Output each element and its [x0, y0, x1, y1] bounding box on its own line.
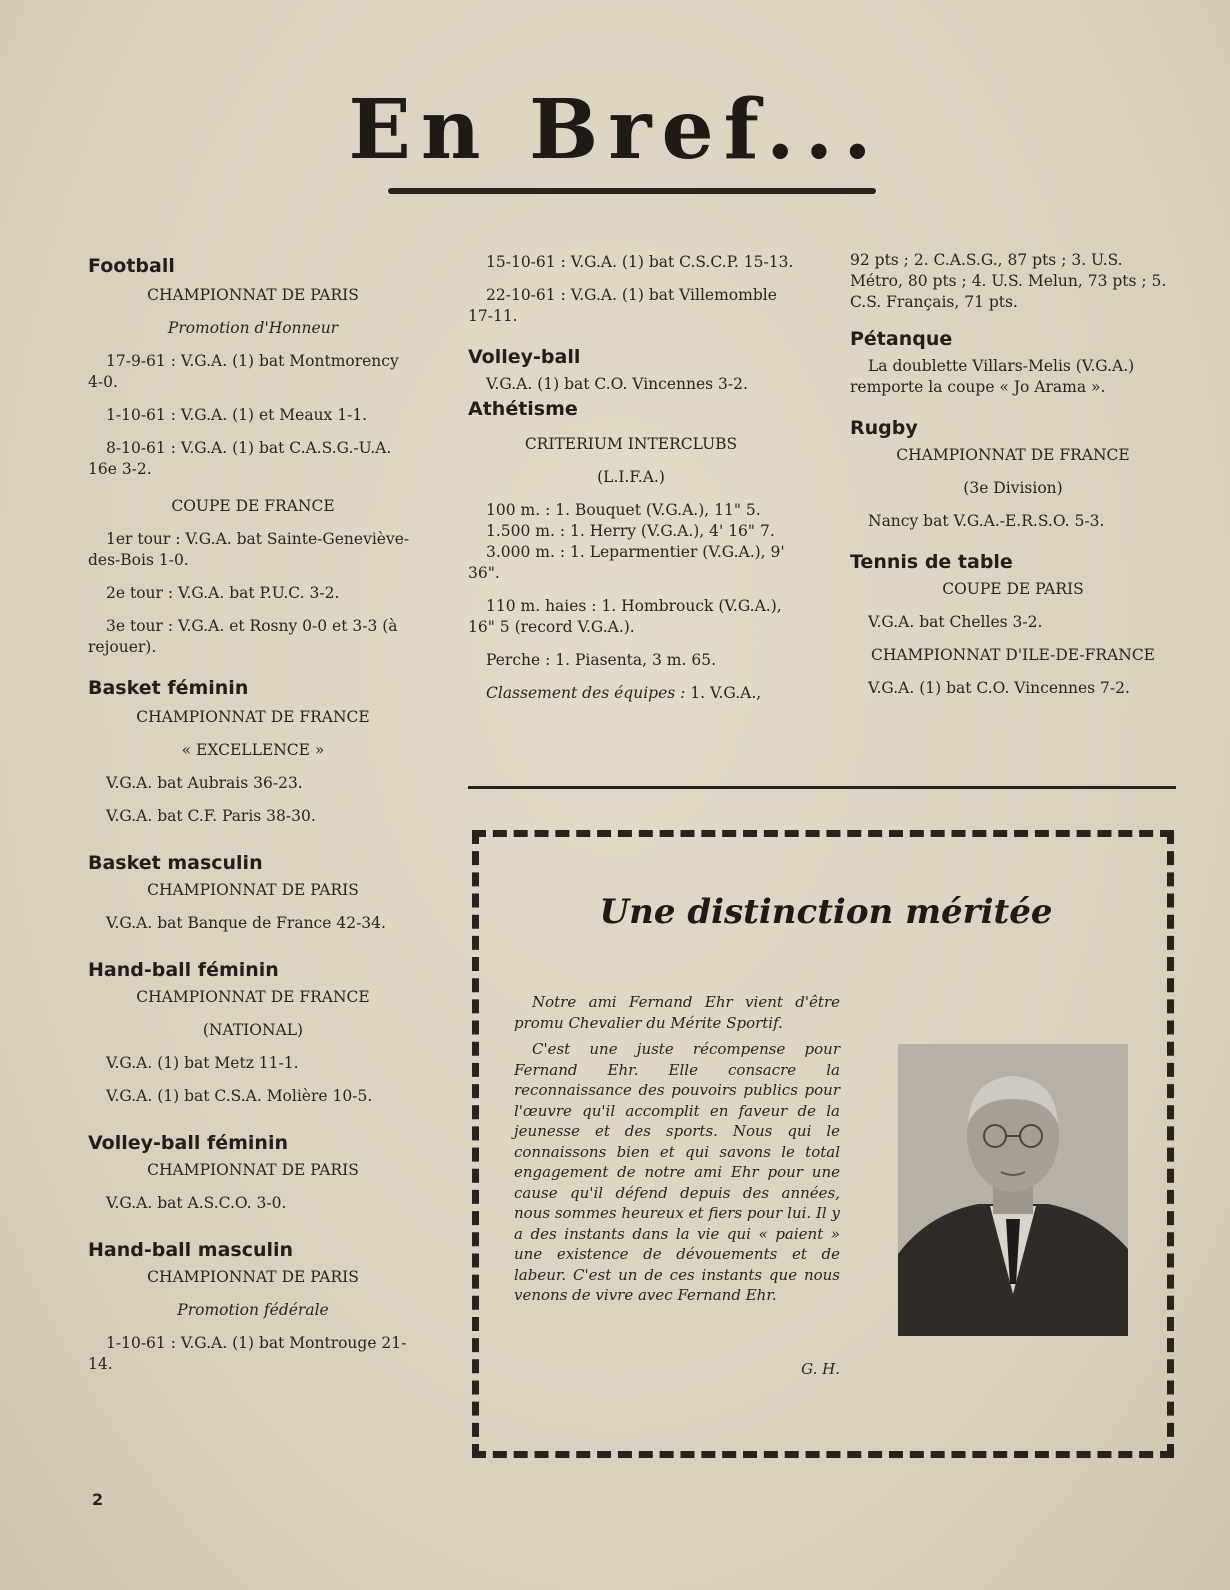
division-label: « EXCELLENCE »: [181, 741, 325, 759]
result-line: 17-9-61 : V.G.A. (1) bat Montmorency 4-0.: [88, 352, 399, 391]
ranking-label: Classement des équipes :: [486, 684, 686, 702]
competition-title: CHAMPIONNAT DE FRANCE: [136, 708, 370, 726]
portrait-photo: [898, 1044, 1128, 1336]
division-label: (L.I.F.A.): [597, 468, 665, 486]
result-line: 2e tour : V.G.A. bat P.U.C. 3-2.: [106, 584, 340, 602]
ranking-value: 1. V.G.A.,: [685, 684, 762, 702]
portrait-illustration: [898, 1044, 1128, 1336]
competition-title: COUPE DE PARIS: [942, 580, 1084, 598]
column-right: [850, 250, 1176, 699]
competition-title: CRITERIUM INTERCLUBS: [524, 435, 738, 453]
section-heading: Volley-ball féminin: [88, 1132, 288, 1154]
ranking-continued: 92 pts ; 2. C.A.S.G., 87 pts ; 3. U.S. Métro, 80 pts ; 4. U.S. Melun, 73 pts ; 5. C.S. Français, 71 pts.: [850, 251, 1167, 311]
result-line: 3e tour : V.G.A. et Rosny 0-0 et 3-3 (à rejouer).: [88, 617, 398, 656]
section-heading: Hand-ball féminin: [88, 959, 279, 981]
result-line: V.G.A. (1) bat Metz 11-1.: [106, 1054, 299, 1072]
article-body: [514, 992, 840, 1306]
article-paragraph: C'est une juste récompense pour Fernand Ehr. Elle consacre la reconnaissance des pouvoirs publics pour l'œuvre qu'il accomplit en faveur de la jeunesse et des sports. Nous qui le connaissons bien et qui savons le total engagement de notre ami Ehr pour une cause qu'il défend depuis des années, nous sommes heureux et fiers pour lui. Il y a des instants dans la vie qui « paient » une existence de dévouements et de labeur. C'est un de ces instants que nous venons de vivre avec Fernand Ehr.: [514, 1040, 840, 1304]
division-label: Promotion fédérale: [177, 1301, 329, 1319]
result-line: 8-10-61 : V.G.A. (1) bat C.A.S.G.-U.A. 16e 3-2.: [88, 439, 392, 478]
section-heading: Rugby: [850, 417, 918, 439]
result-line: V.G.A. bat Aubrais 36-23.: [106, 774, 303, 792]
division-label: (NATIONAL): [202, 1021, 304, 1039]
result-line: Perche : 1. Piasenta, 3 m. 65.: [486, 651, 716, 669]
result-line: 15-10-61 : V.G.A. (1) bat C.S.C.P. 15-13.: [486, 253, 794, 271]
section-heading: Athétisme: [468, 398, 578, 420]
section-heading: Pétanque: [850, 328, 953, 350]
result-line: 3.000 m. : 1. Leparmentier (V.G.A.), 9' 36".: [468, 543, 785, 582]
section-heading: Basket masculin: [88, 852, 263, 874]
result-line: 22-10-61 : V.G.A. (1) bat Villemomble 17-11.: [468, 286, 777, 325]
result-line: La doublette Villars-Melis (V.G.A.) remporte la coupe « Jo Arama ».: [850, 357, 1135, 396]
competition-title: CHAMPIONNAT DE PARIS: [147, 881, 359, 899]
ranking-line: [468, 683, 794, 704]
section-divider: [468, 786, 1176, 789]
division-label: (3e Division): [963, 479, 1063, 497]
result-line: V.G.A. bat A.S.C.O. 3-0.: [106, 1194, 287, 1212]
page-title: En Bref...: [348, 82, 882, 178]
result-line: V.G.A. bat Banque de France 42-34.: [106, 914, 386, 932]
result-line: 1.500 m. : 1. Herry (V.G.A.), 4' 16" 7.: [486, 522, 775, 540]
competition-title: CHAMPIONNAT DE FRANCE: [136, 988, 370, 1006]
page-number: 2: [92, 1490, 104, 1509]
result-line: Nancy bat V.G.A.-E.R.S.O. 5-3.: [868, 512, 1105, 530]
result-line: V.G.A. (1) bat C.O. Vincennes 7-2.: [868, 679, 1130, 697]
competition-title: COUPE DE FRANCE: [171, 497, 335, 515]
competition-title: CHAMPIONNAT DE FRANCE: [896, 446, 1130, 464]
article-paragraph: Notre ami Fernand Ehr vient d'être promu Chevalier du Mérite Sportif.: [514, 993, 840, 1032]
competition-title: CHAMPIONNAT D'ILE-DE-FRANCE: [870, 646, 1155, 664]
division-label: Promotion d'Honneur: [167, 319, 339, 337]
section-heading: Hand-ball masculin: [88, 1239, 294, 1261]
section-heading: Tennis de table: [850, 551, 1013, 573]
section-heading: Volley-ball: [468, 346, 581, 368]
result-line: 110 m. haies : 1. Hombrouck (V.G.A.), 16" 5 (record V.G.A.).: [468, 597, 782, 636]
result-line: V.G.A. bat Chelles 3-2.: [868, 613, 1043, 631]
column-middle: [468, 252, 794, 704]
section-heading: Football: [88, 255, 175, 277]
title-underline: [388, 188, 876, 194]
column-left: [88, 256, 418, 1375]
result-line: 100 m. : 1. Bouquet (V.G.A.), 11" 5.: [486, 501, 761, 519]
result-line: V.G.A. bat C.F. Paris 38-30.: [106, 807, 316, 825]
competition-title: CHAMPIONNAT DE PARIS: [147, 286, 359, 304]
article-title: Une distinction méritée: [599, 892, 1053, 932]
result-line: V.G.A. (1) bat C.O. Vincennes 3-2.: [486, 375, 748, 393]
result-line: 1-10-61 : V.G.A. (1) bat Montrouge 21-14.: [88, 1334, 407, 1373]
result-line: 1er tour : V.G.A. bat Sainte-Geneviève-des-Bois 1-0.: [88, 530, 410, 569]
competition-title: CHAMPIONNAT DE PARIS: [147, 1161, 359, 1179]
competition-title: CHAMPIONNAT DE PARIS: [147, 1268, 359, 1286]
result-line: 1-10-61 : V.G.A. (1) et Meaux 1-1.: [106, 406, 368, 424]
result-line: V.G.A. (1) bat C.S.A. Molière 10-5.: [106, 1087, 373, 1105]
article-signature: G. H.: [801, 1360, 840, 1378]
section-heading: Basket féminin: [88, 677, 249, 699]
